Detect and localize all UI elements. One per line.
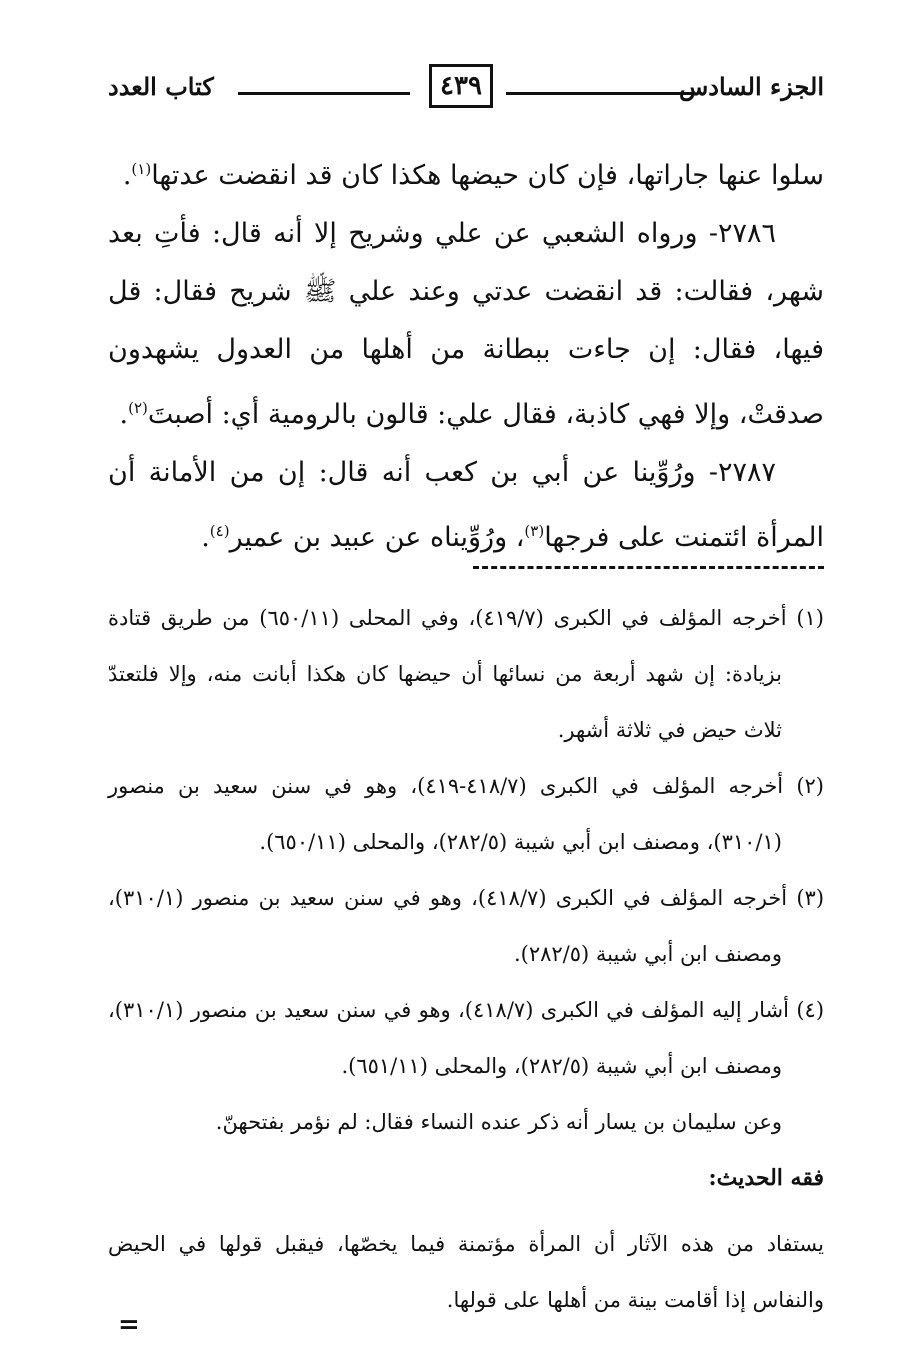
- footnote-separator: [473, 566, 824, 569]
- footnote-ref-3: (٣): [524, 522, 545, 540]
- fiqh-heading: فقه الحديث:: [708, 1165, 824, 1191]
- main-paragraph-1: سلوا عنها جاراتها، فإن كان حيضها هكذا كان قد انقضت عدتها$^{(١)}$.: [122, 160, 824, 191]
- book-title: كتاب العدد: [108, 72, 214, 101]
- footnote-4: (٤) أشار إليه المؤلف في الكبرى (٤١٨/٧)، وهو في سنن سعيد بن منصور (٣١٠/١)، ومصنف ابن أبي شيبة (٢٨٢/٥)، والمحلى (٦٥١/١١).: [108, 998, 825, 1078]
- page-number-box: [429, 64, 493, 108]
- footnote-1: (١) أخرجه المؤلف في الكبرى (٤١٩/٧)، وفي المحلى (٦٥٠/١١) من طريق قتادة بزيادة: إن شهد أربعة من نسائها أن حيضها كان هكذا أبانت منه، وإلا فلتعتدّ ثلاث حيض في ثلاثة أشهر.: [108, 606, 824, 742]
- page-header: [108, 62, 824, 122]
- part-title: الجزء السادس: [678, 72, 824, 101]
- footnote-ref-4: (٤): [209, 522, 230, 540]
- main-paragraph-2786: ٢٧٨٦- ورواه الشعبي عن علي وشريح إلا أنه قال: فأتِ بعد شهر، فقالت: قد انقضت عدتي وعند علي ﷺ شريح فقال: قل فيها، فقال: إن جاءت ببطانة من أهلها من العدول يشهدون صدقتْ، وإلا فهي كاذبة، فقال علي: قالون بالرومية أي: أصبتَ$^{(٢)}$.: [108, 218, 824, 430]
- footnote-2: (٢) أخرجه المؤلف في الكبرى (٤١٨/٧-٤١٩)، وهو في سنن سعيد بن منصور (٣١٠/١)، ومصنف ابن أبي شيبة (٢٨٢/٥)، والمحلى (٦٥٠/١١).: [108, 774, 824, 854]
- header-rule-right: [506, 92, 694, 95]
- main-paragraph-2787: ٢٧٨٧- ورُوِّينا عن أبي بن كعب أنه قال: إن من الأمانة أن المرأة ائتمنت على فرجها$^{(٣)}$، ورُوِّيناه عن عبيد بن عمير$^{(٤)}$.: [108, 457, 824, 553]
- footnotes: [108, 590, 824, 1328]
- main-text: [108, 140, 824, 567]
- fiqh-body: يستفاد من هذه الآثار أن المرأة مؤتمنة فيما يخصّها، فيقبل قولها في الحيض والنفاس إذا أقامت بينة من أهلها على قولها.: [108, 1232, 824, 1312]
- footnote-ref-1: (١): [131, 160, 152, 178]
- footnote-ref-2: (٢): [128, 399, 148, 417]
- header-rule-left: [238, 92, 410, 95]
- footnote-3: (٣) أخرجه المؤلف في الكبرى (٤١٨/٧)، وهو في سنن سعيد بن منصور (٣١٠/١)، ومصنف ابن أبي شيبة (٢٨٢/٥).: [108, 886, 825, 966]
- page-number: ٤٣٩: [440, 71, 482, 101]
- end-mark: =: [118, 1310, 140, 1340]
- footnote-4-addition: وعن سليمان بن يسار أنه ذكر عنده النساء فقال: لم نؤمر بفتحهنّ.: [215, 1110, 782, 1134]
